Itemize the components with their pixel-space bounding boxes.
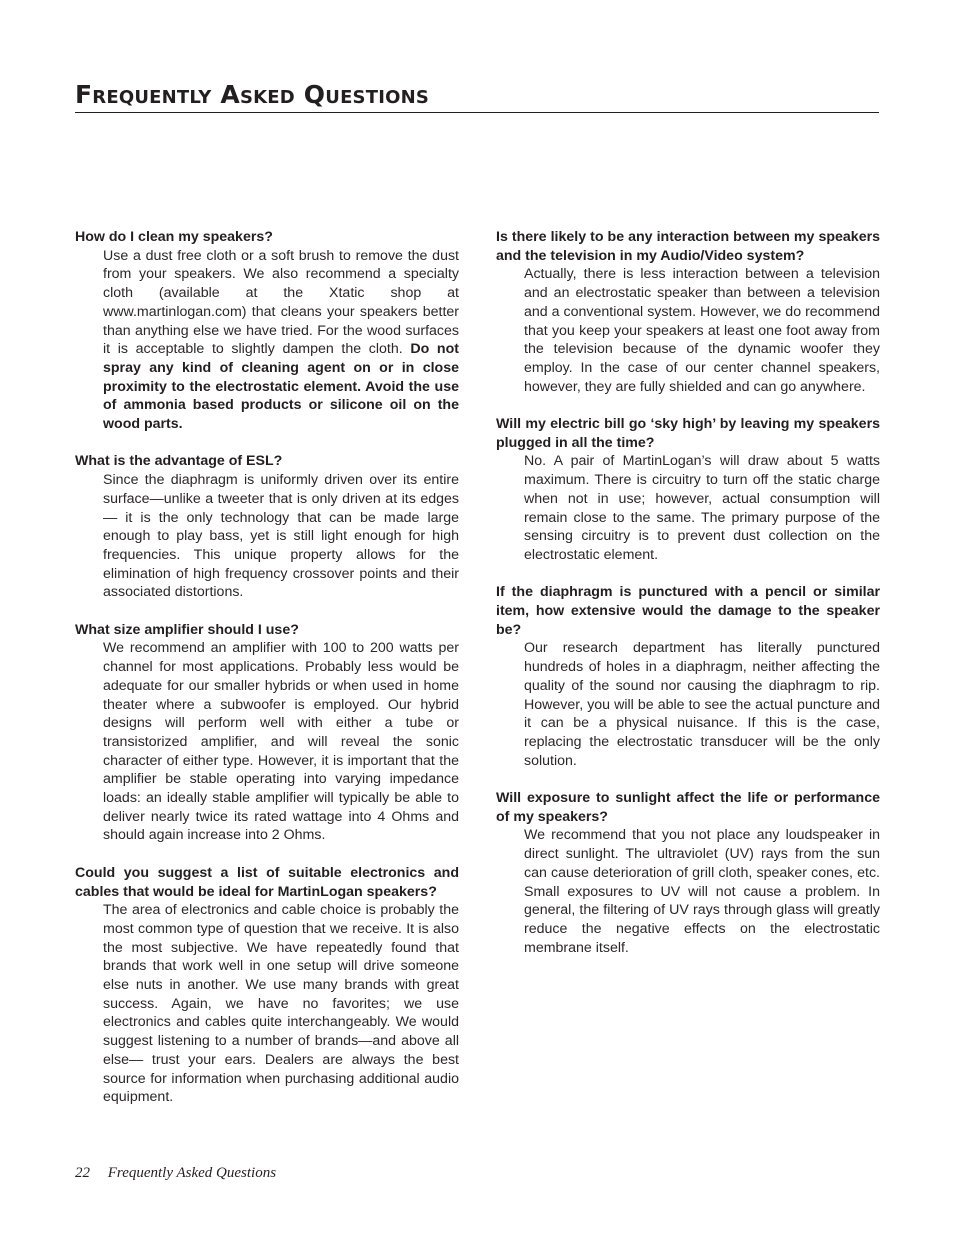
faq-answer-text: Our research department has literally punctured hundreds of holes in a diaphragm, neither affecting the quality of the sound nor causing the diaphragm to rip. However, you will be able to see the actual puncture and it can be a physical nuisance. If this is the case, replacing the electrostatic transducer will be the only solution. [524, 640, 880, 769]
faq-item-punctured-diaphragm [496, 583, 880, 770]
faq-answer [75, 901, 459, 1107]
page-number: 22 [75, 1165, 90, 1181]
faq-item-amplifier-size [75, 621, 459, 845]
faq-question: What size amplifier should I use? [75, 621, 299, 638]
faq-answer-warning: Do not spray any kind of cleaning agent on or in close proximity to the electrostatic element. Avoid the use of ammonia based products or silicone oil on the wood parts. [103, 341, 459, 433]
footer-section-title: Frequently Asked Questions [107, 1165, 277, 1181]
faq-question: Is there likely to be any interaction between my speakers and the television in my Audio/Video system? [496, 229, 880, 264]
faq-answer-text: We recommend that you not place any loudspeaker in direct sunlight. The ultraviolet (UV) rays from the sun can cause deterioration of grill cloth, speaker cones, etc. Small exposures to UV will not cause a problem. In general, the filtering of UV rays through glass will greatly reduce the negative effects on the electrostatic membrane itself. [524, 827, 880, 956]
page-title: Frequently Asked Questions [75, 80, 430, 109]
left-column [75, 228, 459, 1126]
faq-answer [75, 639, 459, 845]
faq-answer-text: Actually, there is less interaction between a television and an electrostatic speaker than between a television and a conventional system. However, we do recommend that you keep your speakers at least one foot away from the television because of the dynamic woofer they employ. In the case of our center channel speakers, however, they are fully shielded and can go anywhere. [524, 266, 880, 395]
faq-answer [496, 639, 880, 770]
faq-answer-text: The area of electronics and cable choice is probably the most common type of question that we receive. It is also the most subjective. We have repeatedly found that brands that work well in one setup will drive someone else nuts in another. We use many brands with great success. Again, we have no favorites; we use electronics and cables quite interchangeably. We would suggest listening to a number of brands—and above all else— trust your ears. Dealers are always the best source for information when purchasing additional audio equipment. [103, 902, 459, 1106]
faq-question: How do I clean my speakers? [75, 229, 273, 245]
faq-answer-text: We recommend an amplifier with 100 to 200 watts per channel for most applications. Probably less would be adequate for our smaller hybrids or when used in home theater where a subwoofer is employed. Our hybrid designs will perform well with either a tube or transistorized amplifier, and will reveal the sonic character of either type. However, it is important that the amplifier be stable operating into varying impedance loads: an ideally stable amplifier will typically be able to deliver nearly twice its rated wattage into 4 Ohms and should again increase into 2 Ohms. [103, 640, 459, 844]
page-footer [75, 1163, 276, 1183]
faq-answer-text: Use a dust free cloth or a soft brush to remove the dust from your speakers. We also recommend a specialty cloth (available at the Xtatic shop at www.martinlogan.com) that cleans your speakers better than anything else we have tried. For the wood surfaces it is acceptable to slightly dampen the cloth. [103, 247, 459, 358]
faq-answer [496, 265, 880, 396]
faq-answer [496, 826, 880, 957]
faq-item-television-interaction [496, 228, 880, 396]
faq-answer [496, 452, 880, 564]
right-column [496, 228, 880, 976]
faq-item-electronics-cables [75, 864, 459, 1107]
faq-item-electric-bill [496, 415, 880, 565]
faq-answer-text: No. A pair of MartinLogan’s will draw about 5 watts maximum. There is circuitry to turn off the static charge when not in use; however, actual consumption will remain close to the same. The primary purpose of the sensing circuitry is to prevent dust collection on the electrostatic element. [524, 453, 880, 563]
faq-item-esl-advantage [75, 452, 459, 602]
faq-item-sunlight-exposure [496, 789, 880, 957]
faq-answer [75, 471, 459, 602]
faq-answer-text: Since the diaphragm is uniformly driven over its entire surface—unlike a tweeter that is only driven at its edges— it is the only technology that can be made large enough to play bass, yet is still light enough for high frequencies. This unique property allows for the elimination of high frequency crossover points and their associated distortions. [103, 472, 459, 601]
faq-question: What is the advantage of ESL? [75, 453, 283, 470]
title-rule [75, 112, 879, 113]
faq-question: If the diaphragm is punctured with a pencil or similar item, how extensive would the damage to the speaker be? [496, 584, 880, 638]
faq-item-clean-speakers [75, 228, 459, 434]
faq-question: Will exposure to sunlight affect the life or performance of my speakers? [496, 790, 880, 825]
faq-question: Could you suggest a list of suitable electronics and cables that would be ideal for MartinLogan speakers? [75, 864, 459, 900]
faq-answer [75, 247, 459, 434]
faq-question: Will my electric bill go ‘sky high’ by leaving my speakers plugged in all the time? [496, 416, 880, 451]
